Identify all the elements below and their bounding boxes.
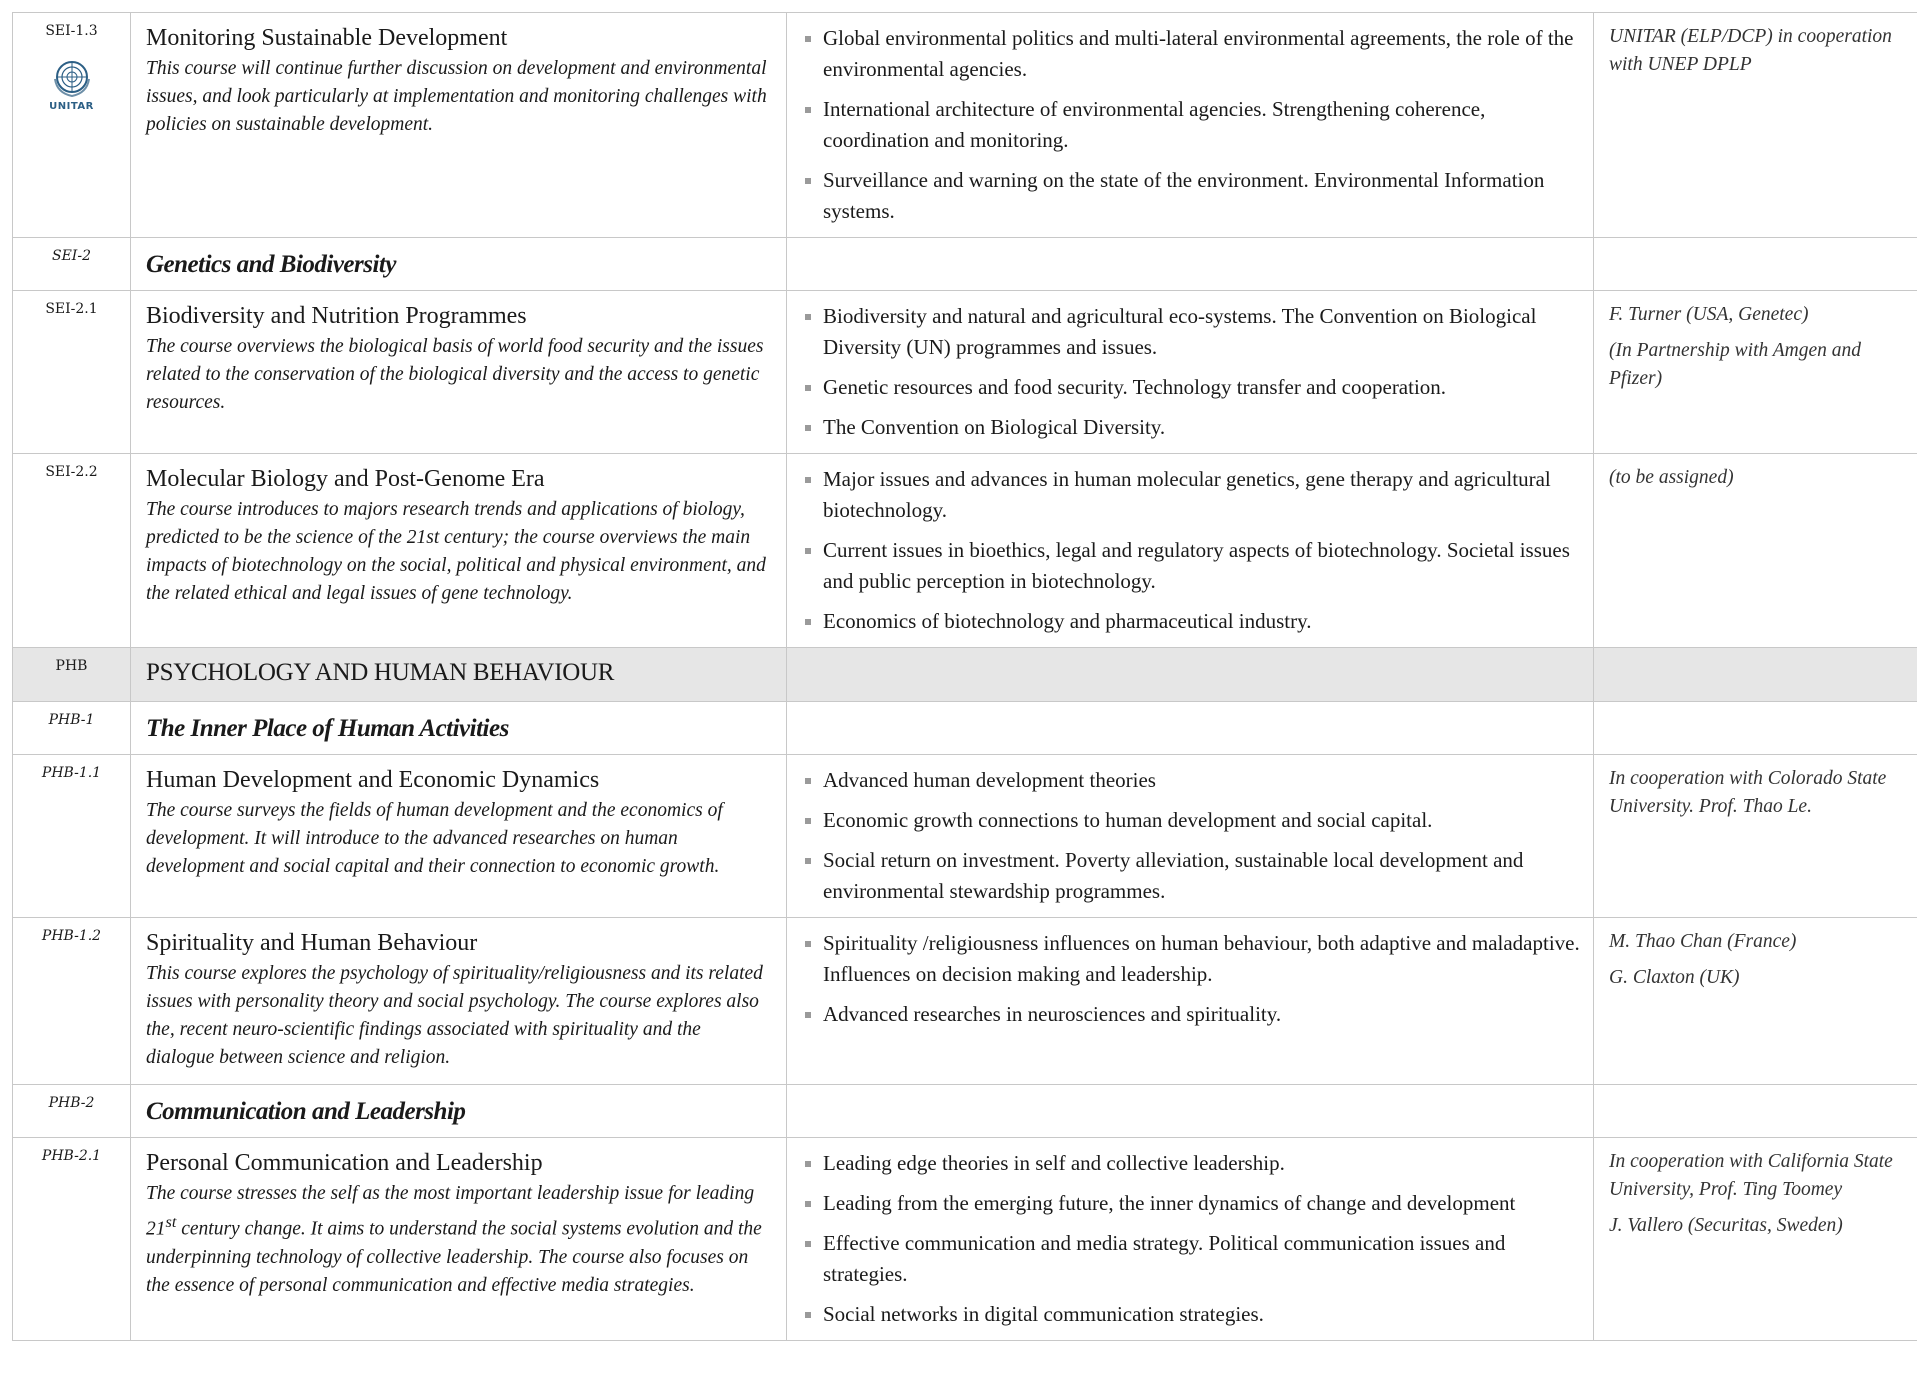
partner-info bbox=[1594, 291, 1917, 409]
partner-line: In cooperation with Colorado State University. Prof. Thao Le. bbox=[1609, 768, 1887, 817]
un-emblem-icon bbox=[51, 57, 93, 99]
course-title: Molecular Biology and Post-Genome Era bbox=[146, 466, 545, 492]
topic-item: Social return on investment. Poverty alleviation, sustainable local development and environmental stewardship programmes. bbox=[803, 845, 1583, 907]
topic-list bbox=[787, 1138, 1593, 1340]
topics-cell bbox=[787, 13, 1594, 238]
category-row bbox=[13, 648, 1917, 702]
course-row bbox=[13, 291, 1917, 454]
topic-list bbox=[787, 918, 1593, 1040]
course-row bbox=[13, 1138, 1917, 1341]
partner-line: F. Turner (USA, Genetec) bbox=[1609, 304, 1809, 325]
topic-item: Economics of biotechnology and pharmaceutical industry. bbox=[803, 606, 1583, 637]
topic-item: Leading edge theories in self and collective leadership. bbox=[803, 1148, 1583, 1179]
section-code: PHB-2 bbox=[48, 1095, 95, 1111]
topic-list bbox=[787, 291, 1593, 453]
partner-line: In cooperation with California State University, Prof. Ting Toomey bbox=[1609, 1151, 1893, 1200]
course-code: PHB-1.2 bbox=[41, 928, 102, 944]
topic-item: Biodiversity and natural and agricultural eco-systems. The Convention on Biological Diversity (UN) programmes and issues. bbox=[803, 301, 1583, 363]
code-cell bbox=[13, 13, 131, 238]
partner-info bbox=[1594, 454, 1917, 508]
logo-wordmark: UNITAR bbox=[49, 101, 94, 112]
course-description: This course explores the psychology of spirituality/religiousness and its related issues with personality theory and social psychology. The course explores also the, recent neuro-scientific findings associated with spirituality and the dialogue between science and religion. bbox=[146, 963, 763, 1068]
section-code: PHB-1 bbox=[48, 712, 95, 728]
topic-item: Advanced researches in neurosciences and spirituality. bbox=[803, 999, 1583, 1030]
section-row bbox=[13, 238, 1917, 291]
topic-item: The Convention on Biological Diversity. bbox=[803, 412, 1583, 443]
topic-item: Major issues and advances in human molecular genetics, gene therapy and agricultural biotechnology. bbox=[803, 464, 1583, 526]
category-title: PSYCHOLOGY AND HUMAN BEHAVIOUR bbox=[146, 659, 615, 686]
course-description: This course will continue further discussion on development and environmental issues, and look particularly at implementation and monitoring challenges with policies on sustainable development. bbox=[146, 58, 767, 135]
description-text: century change. It aims to understand the social systems evolution and the underpinning technology of collective leadership. The course also focuses on the essence of personal communication and effective media strategies. bbox=[146, 1218, 762, 1296]
topic-list bbox=[787, 454, 1593, 647]
partner-line: M. Thao Chan (France) bbox=[1609, 931, 1797, 952]
partner-line: J. Vallero (Securitas, Sweden) bbox=[1609, 1215, 1843, 1236]
course-description: The course overviews the biological basis of world food security and the issues related to the conservation of the biological diversity and the access to genetic resources. bbox=[146, 336, 764, 413]
topic-item: Genetic resources and food security. Technology transfer and cooperation. bbox=[803, 372, 1583, 403]
section-row bbox=[13, 1085, 1917, 1138]
partner-line: UNITAR (ELP/DCP) in cooperation with UNEP DPLP bbox=[1609, 26, 1892, 75]
course-row bbox=[13, 454, 1917, 648]
category-code: PHB bbox=[55, 658, 88, 674]
curriculum-table bbox=[12, 12, 1917, 1341]
partner-info bbox=[1594, 1138, 1917, 1256]
topic-item: Current issues in bioethics, legal and regulatory aspects of biotechnology. Societal issues and public perception in biotechnology. bbox=[803, 535, 1583, 597]
section-title: Communication and Leadership bbox=[146, 1098, 466, 1125]
topic-item: Economic growth connections to human development and social capital. bbox=[803, 805, 1583, 836]
partner-line: (to be assigned) bbox=[1609, 467, 1734, 488]
topic-list bbox=[787, 755, 1593, 917]
course-description bbox=[131, 1178, 786, 1312]
topic-item: Spirituality /religiousness influences on human behaviour, both adaptive and maladaptive. Influences on decision making and leadership. bbox=[803, 928, 1583, 990]
ordinal-suffix: st bbox=[165, 1213, 177, 1231]
description-text: The course stresses the self as the most important leadership issue for leading 21 bbox=[146, 1183, 755, 1240]
course-title: Spirituality and Human Behaviour bbox=[146, 930, 478, 956]
course-title: Human Development and Economic Dynamics bbox=[146, 767, 600, 793]
topic-item: Social networks in digital communication strategies. bbox=[803, 1299, 1583, 1330]
course-code: SEI-1.3 bbox=[45, 23, 98, 39]
course-code: SEI-2.2 bbox=[45, 464, 98, 480]
course-code: PHB-2.1 bbox=[41, 1148, 102, 1164]
topic-item: International architecture of environmental agencies. Strengthening coherence, coordination and monitoring. bbox=[803, 94, 1583, 156]
partner-info bbox=[1594, 13, 1917, 95]
topic-item: Surveillance and warning on the state of the environment. Environmental Information systems. bbox=[803, 165, 1583, 227]
topic-list bbox=[787, 13, 1593, 237]
partner-cell bbox=[1594, 13, 1917, 238]
section-title: Genetics and Biodiversity bbox=[146, 251, 396, 278]
section-row bbox=[13, 702, 1917, 755]
partner-info bbox=[1594, 918, 1917, 1008]
section-code: SEI-2 bbox=[52, 248, 91, 264]
title-cell bbox=[131, 13, 787, 238]
course-row bbox=[13, 918, 1917, 1085]
course-code: PHB-1.1 bbox=[41, 765, 102, 781]
partner-line: (In Partnership with Amgen and Pfizer) bbox=[1609, 340, 1862, 389]
course-title: Biodiversity and Nutrition Programmes bbox=[146, 303, 527, 329]
partner-info bbox=[1594, 755, 1917, 837]
topic-item: Effective communication and media strategy. Political communication issues and strategies. bbox=[803, 1228, 1583, 1290]
course-title: Personal Communication and Leadership bbox=[146, 1150, 543, 1176]
topic-item: Leading from the emerging future, the inner dynamics of change and development bbox=[803, 1188, 1583, 1219]
topic-item: Advanced human development theories bbox=[803, 765, 1583, 796]
course-description: The course introduces to majors research trends and applications of biology, predicted to be the science of the 21st century; the course overviews the main impacts of biotechnology on the social, political and physical environment, and the related ethical and legal issues of gene technology. bbox=[146, 499, 766, 604]
course-row bbox=[13, 755, 1917, 918]
topic-item: Global environmental politics and multi-lateral environmental agreements, the role of the environmental agencies. bbox=[803, 23, 1583, 85]
course-description: The course surveys the fields of human development and the economics of development. It will introduce to the advanced researches on human development and social capital and their connection to economic growth. bbox=[146, 800, 723, 877]
partner-line: G. Claxton (UK) bbox=[1609, 967, 1740, 988]
section-title: The Inner Place of Human Activities bbox=[146, 715, 509, 742]
course-row bbox=[13, 13, 1917, 238]
course-title: Monitoring Sustainable Development bbox=[146, 25, 508, 51]
unitar-logo bbox=[44, 57, 100, 112]
course-code: SEI-2.1 bbox=[45, 301, 98, 317]
